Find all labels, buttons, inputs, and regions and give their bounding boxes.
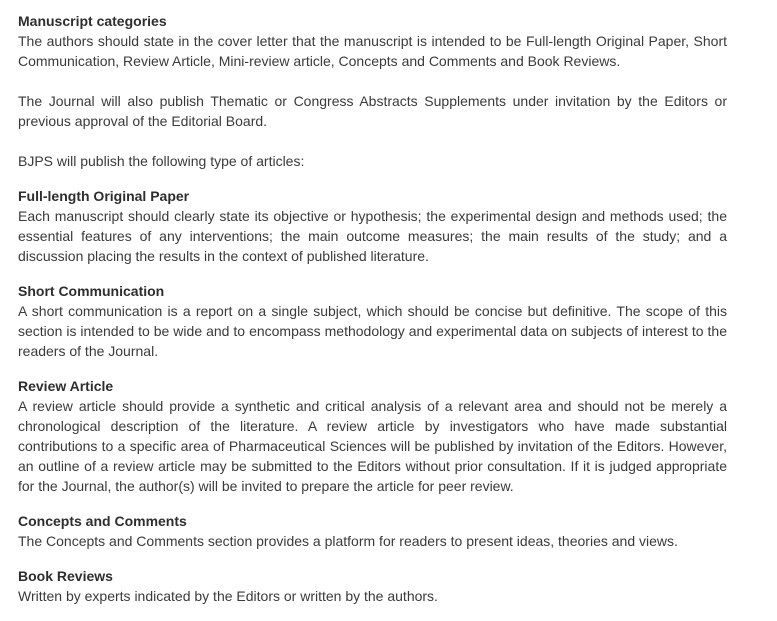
supplements-paragraph: The Journal will also publish Thematic or Congress Abstracts Supplements under invitation by the Editors or previous approval of the Editorial Board. [18,93,727,129]
section-text: The Concepts and Comments section provides a platform for readers to present ideas, theories and views. [18,533,678,549]
section-heading: Book Reviews [18,568,113,584]
spacer [18,131,727,151]
supplements-block [18,91,727,131]
spacer [18,71,727,91]
article-types-intro-block [18,151,727,171]
spacer [18,266,727,281]
spacer [18,551,727,566]
section-book-reviews [18,566,727,606]
section-heading: Full-length Original Paper [18,188,190,204]
section-full-length-original-paper [18,186,727,266]
spacer [18,171,727,186]
spacer [18,496,727,511]
section-short-communication [18,281,727,361]
section-heading: Review Article [18,378,114,394]
spacer [18,361,727,376]
section-text: A review article should provide a synthetic and critical analysis of a relevant area and should not be merely a chronological description of the literature. A review article by investigators who have made substantial contributions to a specific area of Pharmaceutical Sciences will be published by invitation of the Editors. However, an outline of a review article may be submitted to the Editors without prior consultation. If it is judged appropriate for the Journal, the author(s) will be invited to prepare the article for peer review. [18,398,727,494]
article-types-intro: BJPS will publish the following type of articles: [18,153,305,169]
section-concepts-and-comments [18,511,727,551]
section-review-article [18,376,727,496]
manuscript-categories-block [18,11,727,71]
section-heading: Short Communication [18,283,165,299]
section-text: Each manuscript should clearly state its objective or hypothesis; the experimental design and methods used; the essential features of any interventions; the main outcome measures; the main results of the study; and a discussion placing the results in the context of published literature. [18,208,727,264]
cover-letter-paragraph: The authors should state in the cover letter that the manuscript is intended to be Full-length Original Paper, Short Communication, Review Article, Mini-review article, Concepts and Comments and Book Reviews. [18,33,727,69]
section-text: A short communication is a report on a single subject, which should be concise but definitive. The scope of this section is intended to be wide and to encompass methodology and experimental data on subjects of interest to the readers of the Journal. [18,303,727,359]
manuscript-categories-heading: Manuscript categories [18,13,167,29]
section-heading: Concepts and Comments [18,513,187,529]
section-text: Written by experts indicated by the Editors or written by the authors. [18,588,438,604]
